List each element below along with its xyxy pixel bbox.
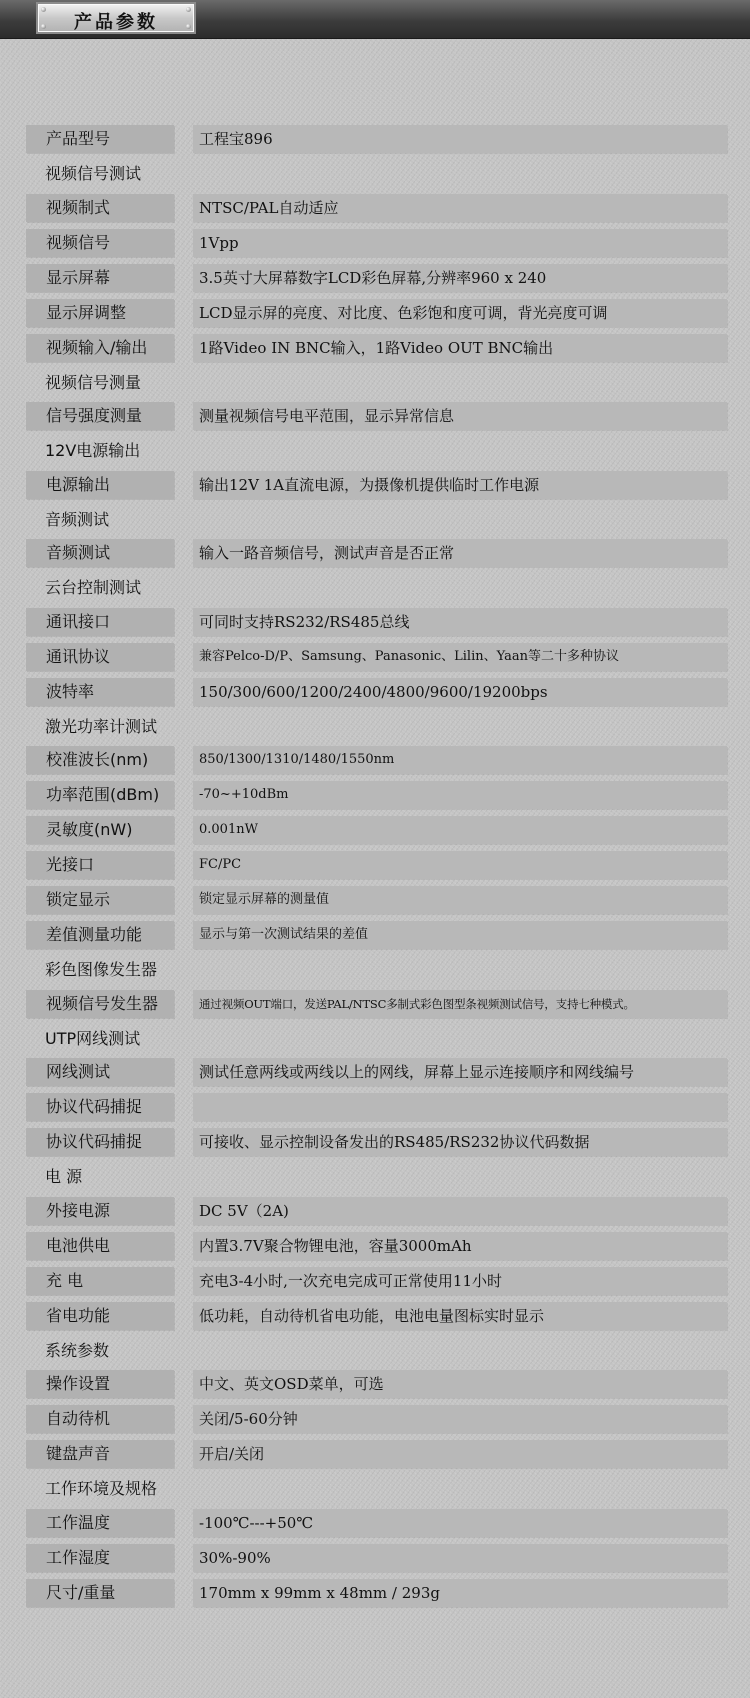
spec-row [0,675,750,710]
spec-label: 音频测试 [26,539,174,567]
spec-row [0,226,750,261]
spec-value: 3.5英寸大屏幕数字LCD彩色屏幕,分辨率960 x 240 [193,264,727,292]
spec-row [0,261,750,296]
section-row [0,1160,750,1194]
section-title: 电 源 [45,1167,83,1186]
spec-label: 电池供电 [26,1232,174,1260]
spec-value: 1Vpp [193,229,727,257]
section-row [0,710,750,744]
spec-row [0,640,750,675]
spec-label: 网线测试 [26,1058,174,1086]
section-title: 系统参数 [45,1340,110,1360]
spec-value: 中文、英文OSD菜单，可选 [193,1370,727,1398]
section-title: 彩色图像发生器 [45,960,158,979]
section-title: 激光功率计测试 [45,716,158,736]
spec-value: 充电3-4小时,一次充电完成可正常使用11小时 [193,1267,727,1295]
spec-value: -100℃---+50℃ [193,1509,727,1537]
spec-label: 操作设置 [26,1370,174,1398]
spec-label: 协议代码捕捉 [26,1093,174,1121]
spec-row [0,1402,750,1437]
section-row [0,953,750,987]
spec-label: 视频信号发生器 [26,990,174,1018]
spec-value: 输入一路音频信号，测试声音是否正常 [193,539,727,567]
section-row [0,503,750,537]
spec-label: 通讯协议 [26,643,174,671]
spec-row [0,1576,750,1611]
spec-value: DC 5V（2A) [193,1197,727,1225]
section-title: UTP网线测试 [45,1028,141,1048]
spec-table [0,122,750,1611]
spec-row [0,536,750,571]
spec-row [0,1055,750,1090]
spec-value: 可同时支持RS232/RS485总线 [193,608,727,636]
spec-row [0,399,750,434]
section-row [0,1022,750,1056]
spec-row [0,1506,750,1541]
spec-row [0,122,750,157]
spec-label: 工作湿度 [26,1544,174,1572]
spec-row [0,468,750,503]
spec-row [0,883,750,918]
spec-label: 信号强度测量 [26,402,174,430]
spec-label: 自动待机 [26,1405,174,1433]
section-row [0,157,750,191]
spec-value: 30%-90% [193,1544,727,1572]
spec-value: 可接收、显示控制设备发出的RS485/RS232协议代码数据 [193,1128,727,1156]
spec-value: 1路Video IN BNC输入，1路Video OUT BNC输出 [193,334,727,362]
spec-label: 灵敏度(nW) [26,816,174,844]
spec-row [0,1541,750,1576]
spec-label: 光接口 [26,851,174,879]
spec-label: 省电功能 [26,1302,174,1330]
spec-label: 校准波长(nm) [26,746,174,774]
spec-value: 150/300/600/1200/2400/4800/9600/19200bps [193,678,727,706]
spec-label: 显示屏调整 [26,299,174,327]
section-title: 音频测试 [45,509,110,529]
spec-value: 输出12V 1A直流电源，为摄像机提供临时工作电源 [193,471,727,499]
section-row [0,434,750,468]
spec-value: 兼容Pelco-D/P、Samsung、Panasonic、Lilin、Yaan等二十多种协议 [193,643,727,671]
spec-row [0,296,750,331]
spec-label: 锁定显示 [26,886,174,914]
spec-row [0,987,750,1022]
spec-label: 显示屏幕 [26,264,174,292]
spec-value: 开启/关闭 [193,1440,727,1468]
spec-value: 关闭/5-60分钟 [193,1405,727,1433]
spec-label: 尺寸/重量 [26,1579,174,1607]
spec-label: 键盘声音 [26,1440,174,1468]
section-row [0,571,750,605]
spec-label: 差值测量功能 [26,921,174,949]
spec-value: 850/1300/1310/1480/1550nm [193,746,727,774]
spec-label: 视频信号 [26,229,174,257]
spec-value: 0.001nW [193,816,727,844]
spec-label: 协议代码捕捉 [26,1128,174,1156]
spec-row [0,1125,750,1160]
header-bar [0,0,750,39]
spec-label: 充 电 [26,1267,174,1295]
section-title: 云台控制测试 [45,578,142,597]
spec-value: 低功耗，自动待机省电功能，电池电量图标实时显示 [193,1302,727,1330]
spec-value: NTSC/PAL自动适应 [193,194,727,222]
spec-value: 工程宝896 [193,125,727,153]
section-title: 12V电源输出 [45,441,141,460]
page-title: 产品参数 [74,12,158,33]
spec-value: 170mm x 99mm x 48mm / 293g [193,1579,727,1607]
spec-label: 波特率 [26,678,174,706]
spec-value: FC/PC [193,851,727,879]
spec-label: 产品型号 [26,125,174,153]
spec-value: 测试任意两线或两线以上的网线，屏幕上显示连接顺序和网线编号 [193,1058,727,1086]
spec-row [0,778,750,813]
section-title: 视频信号测量 [45,372,142,392]
spec-row [0,1367,750,1402]
spec-label: 通讯接口 [26,608,174,636]
spec-value: 测量视频信号电平范围，显示异常信息 [193,402,727,430]
spec-value: -70~+10dBm [193,781,727,809]
spec-label: 视频输入/输出 [26,334,174,362]
spec-row [0,605,750,640]
section-title: 视频信号测试 [45,164,142,183]
spec-row [0,1299,750,1334]
spec-row [0,1229,750,1264]
spec-label: 功率范围(dBm) [26,781,174,809]
spec-row [0,918,750,953]
spec-label: 工作温度 [26,1509,174,1537]
spec-label: 视频制式 [26,194,174,222]
spec-row [0,1090,750,1125]
spec-value [193,1093,727,1121]
spec-row [0,331,750,366]
spec-row [0,848,750,883]
spec-row [0,1194,750,1229]
spec-value: 通过视频OUT端口，发送PAL/NTSC多制式彩色图型条视频测试信号，支持七种模式。 [193,990,727,1018]
section-row [0,1472,750,1506]
spec-row [0,813,750,848]
spec-row [0,1437,750,1472]
spec-row [0,1264,750,1299]
spec-label: 外接电源 [26,1197,174,1225]
section-row [0,1334,750,1368]
spec-value: LCD显示屏的亮度、对比度、色彩饱和度可调，背光亮度可调 [193,299,727,327]
spec-value: 内置3.7V聚合物锂电池，容量3000mAh [193,1232,727,1260]
spec-label: 电源输出 [26,471,174,499]
section-row [0,366,750,400]
spec-row [0,743,750,778]
spec-value: 锁定显示屏幕的测量值 [193,886,727,914]
spec-value: 显示与第一次测试结果的差值 [193,921,727,949]
section-title: 工作环境及规格 [45,1479,158,1498]
header-title-plate [36,2,196,34]
spec-row [0,191,750,226]
